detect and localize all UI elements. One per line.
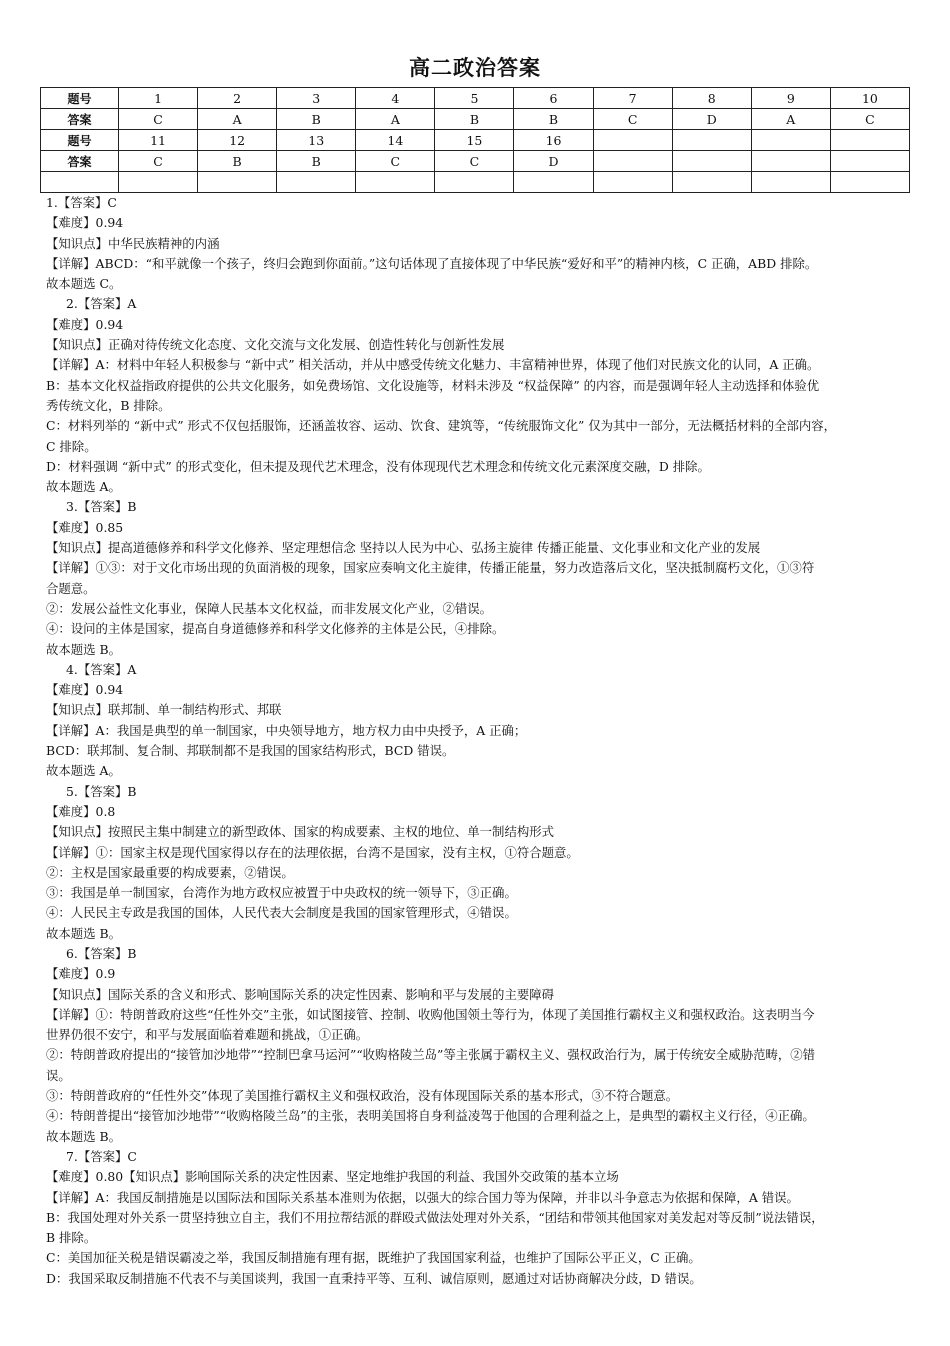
explanation-line: D：我国采取反制措施不代表不与美国谈判，我国一直秉持平等、互利、诚信原则，愿通过对话协商解决分歧，D 错误。 xyxy=(46,1270,702,1286)
answer-table-cell: 10 xyxy=(830,88,909,109)
answer-table-row-label xyxy=(41,172,119,193)
answer-table-cell xyxy=(751,172,830,193)
answer-table-cell: 4 xyxy=(356,88,435,109)
answer-table-cell xyxy=(830,172,909,193)
answer-table-cell: 2 xyxy=(198,88,277,109)
explanation-line: 【知识点】按照民主集中制建立的新型政体、国家的构成要素、主权的地位、单一制结构形式 xyxy=(46,824,555,840)
explanation-line: 误。 xyxy=(46,1067,71,1083)
question-answer-heading: 7.【答案】C xyxy=(66,1148,137,1164)
explanation-line: 故本题选 A。 xyxy=(46,763,121,779)
answer-table-row-label: 答案 xyxy=(41,151,119,172)
answer-table-cell xyxy=(593,151,672,172)
answer-table-cell xyxy=(435,172,514,193)
explanation-line: 【详解】①③：对于文化市场出现的负面消极的现象，国家应奏响文化主旋律，传播正能量，努力改造落后文化，坚决抵制腐朽文化，①③符 xyxy=(46,560,815,576)
explanation-line: ③：特朗普政府的“任性外交”体现了美国推行霸权主义和强权政治，没有体现国际关系的基本形式，③不符合题意。 xyxy=(46,1088,679,1104)
answer-table-row xyxy=(41,130,910,151)
answer-table-row xyxy=(41,109,910,130)
answer-table-cell: 14 xyxy=(356,130,435,151)
answer-table-row-label: 答案 xyxy=(41,109,119,130)
page-title: 高二政治答案 xyxy=(409,56,541,80)
explanation-line: 故本题选 B。 xyxy=(46,925,121,941)
answer-table-cell: 3 xyxy=(277,88,356,109)
explanation-line: C 排除。 xyxy=(46,438,97,454)
explanation-line: 【详解】A：我国反制措施是以国际法和国际关系基本准则为依据，以强大的综合国力等为保障，并非以斗争意志为依据和保障，A 错误。 xyxy=(46,1189,799,1205)
question-answer-heading: 4.【答案】A xyxy=(66,661,137,677)
answer-table-cell: 1 xyxy=(119,88,198,109)
explanation-line: ④：特朗普提出“接管加沙地带”“收购格陵兰岛”的主张，表明美国将自身利益凌驾于他国的合理利益之上，是典型的霸权主义行径，④正确。 xyxy=(46,1108,815,1124)
answer-table-cell xyxy=(672,151,751,172)
explanation-line: 【详解】A：我国是典型的单一制国家，中央领导地方，地方权力由中央授予，A 正确； xyxy=(46,722,527,738)
explanation-line: 合题意。 xyxy=(46,580,96,596)
explanation-line: ③：我国是单一制国家，台湾作为地方政权应被置于中央政权的统一领导下，③正确。 xyxy=(46,885,517,901)
explanation-line: 【详解】①：特朗普政府这些“任性外交”主张，如试图接管、控制、收购他国领土等行为，体现了美国推行霸权主义和强权政治。这表明当今 xyxy=(46,1006,815,1022)
explanation-line: 【难度】0.9 xyxy=(46,966,116,982)
answer-table-cell: C xyxy=(593,109,672,130)
answer-table-cell xyxy=(198,172,277,193)
question-answer-heading: 6.【答案】B xyxy=(66,945,137,961)
question-answer-heading: 5.【答案】B xyxy=(66,783,137,799)
explanation-line: ④：设问的主体是国家，提高自身道德修养和科学文化修养的主体是公民，④排除。 xyxy=(46,621,505,637)
answer-table-cell: A xyxy=(751,109,830,130)
explanation-line: B 排除。 xyxy=(46,1230,97,1246)
explanation-line: BCD：联邦制、复合制、邦联制都不是我国的国家结构形式，BCD 错误。 xyxy=(46,743,455,759)
answer-table-cell: C xyxy=(830,109,909,130)
answer-table-cell: B xyxy=(277,109,356,130)
explanation-line: B：基本文化权益指政府提供的公共文化服务，如免费场馆、文化设施等，材料未涉及 “权益保障” 的内容，而是强调年轻人主动选择和体验优 xyxy=(46,377,820,393)
explanation-line: 【知识点】联邦制、单一制结构形式、邦联 xyxy=(46,702,282,718)
explanation-line: C：材料列举的 “新中式” 形式不仅包括服饰，还涵盖妆容、运动、饮食、建筑等，“传统服饰文化” 仅为其中一部分，无法概括材料的全部内容， xyxy=(46,418,837,434)
answer-table-row xyxy=(41,88,910,109)
answer-table-cell xyxy=(672,130,751,151)
answer-table-cell: C xyxy=(119,109,198,130)
answer-table-cell xyxy=(593,130,672,151)
answer-table-row xyxy=(41,151,910,172)
explanation-line: 【难度】0.80【知识点】影响国际关系的决定性因素、坚定地维护我国的利益、我国外交政策的基本立场 xyxy=(46,1169,619,1185)
answer-table-cell: 5 xyxy=(435,88,514,109)
answer-table-cell xyxy=(277,172,356,193)
question-answer-heading: 2.【答案】A xyxy=(66,296,137,312)
answer-table-cell: B xyxy=(435,109,514,130)
answer-table-row xyxy=(41,172,910,193)
explanation-line: 【难度】0.8 xyxy=(46,803,116,819)
answer-table-cell xyxy=(356,172,435,193)
explanation-line: C：美国加征关税是错误霸凌之举，我国反制措施有理有据，既维护了我国国家利益，也维护了国际公平正义，C 正确。 xyxy=(46,1250,701,1266)
answer-explanations xyxy=(46,193,912,1289)
explanation-line: 【详解】A：材料中年轻人积极参与 “新中式” 相关活动，并从中感受传统文化魅力、丰富精神世界，体现了他们对民族文化的认同，A 正确。 xyxy=(46,357,820,373)
explanation-line: B：我国处理对外关系一贯坚持独立自主，我们不用拉帮结派的群殴式做法处理对外关系，“团结和带领其他国家对美发起对等反制”说法错误， xyxy=(46,1209,824,1225)
explanation-line: 故本题选 B。 xyxy=(46,641,121,657)
explanation-line: 【知识点】正确对待传统文化态度、文化交流与文化发展、创造性转化与创新性发展 xyxy=(46,337,505,353)
explanation-line: 【难度】0.94 xyxy=(46,682,124,698)
answer-table-cell xyxy=(593,172,672,193)
question-answer-heading: 1.【答案】C xyxy=(46,195,117,210)
answer-table-cell: 11 xyxy=(119,130,198,151)
answer-table-cell xyxy=(672,172,751,193)
question-answer-heading: 3.【答案】B xyxy=(66,499,137,515)
explanation-line: 【知识点】国际关系的含义和形式、影响国际关系的决定性因素、影响和平与发展的主要障碍 xyxy=(46,986,555,1002)
explanation-line: ④：人民民主专政是我国的国体，人民代表大会制度是我国的国家管理形式，④错误。 xyxy=(46,905,517,921)
explanation-line: 故本题选 B。 xyxy=(46,1128,121,1144)
answer-table-cell: 7 xyxy=(593,88,672,109)
explanation-line: 【难度】0.94 xyxy=(46,316,124,332)
answer-table-cell: C xyxy=(119,151,198,172)
answer-table-cell: A xyxy=(356,109,435,130)
explanation-line: 【知识点】提高道德修养和科学文化修养、坚定理想信念 坚持以人民为中心、弘扬主旋律 传播正能量、文化事业和文化产业的发展 xyxy=(46,540,761,556)
explanation-line: ②：发展公益性文化事业，保障人民基本文化权益，而非发展文化产业，②错误。 xyxy=(46,600,493,616)
explanation-line: 【知识点】中华民族精神的内涵 xyxy=(46,235,220,251)
answer-table-cell xyxy=(751,130,830,151)
answer-table-cell: 15 xyxy=(435,130,514,151)
explanation-line: 【难度】0.94 xyxy=(46,215,124,231)
answer-table-cell xyxy=(830,130,909,151)
answer-table xyxy=(40,87,910,193)
answer-table-cell: 8 xyxy=(672,88,751,109)
explanation-line: 【难度】0.85 xyxy=(46,519,124,535)
answer-table-cell xyxy=(514,172,593,193)
explanation-line: D：材料强调 “新中式” 的形式变化，但未提及现代艺术理念，没有体现现代艺术理念和传统文化元素深度交融，D 排除。 xyxy=(46,458,710,474)
answer-table-cell: C xyxy=(356,151,435,172)
explanation-line: 【详解】①：国家主权是现代国家得以存在的法理依据，台湾不是国家，没有主权，①符合题意。 xyxy=(46,844,579,860)
explanation-line: 秀传统文化，B 排除。 xyxy=(46,397,171,413)
answer-table-cell xyxy=(119,172,198,193)
answer-table-cell: 6 xyxy=(514,88,593,109)
explanation-line: 【详解】ABCD：“和平就像一个孩子，终归会跑到你面前。”这句话体现了直接体现了中华民族“爱好和平”的精神内核，C 正确，ABD 排除。 xyxy=(46,255,818,271)
answer-table-cell: B xyxy=(514,109,593,130)
answer-table-row-label: 题号 xyxy=(41,130,119,151)
answer-table-cell xyxy=(830,151,909,172)
answer-table-cell: 13 xyxy=(277,130,356,151)
explanation-line: 故本题选 A。 xyxy=(46,479,121,495)
explanation-line: ②：主权是国家最重要的构成要素，②错误。 xyxy=(46,864,294,880)
answer-table-cell: D xyxy=(514,151,593,172)
answer-table-cell: 9 xyxy=(751,88,830,109)
answer-table-cell: D xyxy=(672,109,751,130)
answer-table-cell: 16 xyxy=(514,130,593,151)
explanation-line: 世界仍很不安宁，和平与发展面临着难题和挑战，①正确。 xyxy=(46,1027,369,1043)
explanation-line: 故本题选 C。 xyxy=(46,276,122,292)
answer-table-cell: B xyxy=(277,151,356,172)
answer-table-cell: B xyxy=(198,151,277,172)
explanation-line: ②：特朗普政府提出的“接管加沙地带”“控制巴拿马运河”“收购格陵兰岛”等主张属于霸权主义、强权政治行为，属于传统安全威胁范畴，②错 xyxy=(46,1047,816,1063)
answer-table-row-label: 题号 xyxy=(41,88,119,109)
answer-table-cell xyxy=(751,151,830,172)
answer-table-cell: 12 xyxy=(198,130,277,151)
answer-table-cell: C xyxy=(435,151,514,172)
answer-table-cell: A xyxy=(198,109,277,130)
